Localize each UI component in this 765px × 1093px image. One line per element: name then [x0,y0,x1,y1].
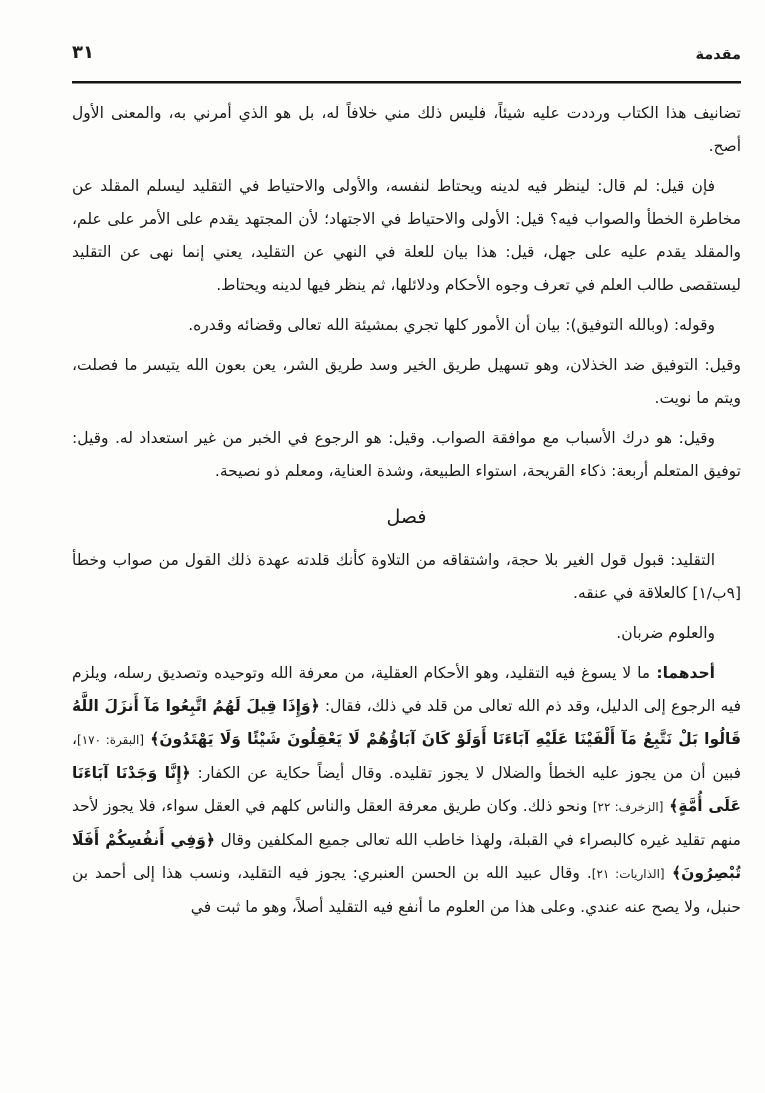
paragraph [72,657,741,924]
section-heading [72,501,741,534]
page-header [72,42,741,63]
text-run: التقليد: قبول قول الغير بلا حجة، واشتقاقه من التلاوة كأنك قلدته عهدة ذلك القول من صواب وخطأ [٩ب/١] كالعلاقة في عنقه. [72,551,741,602]
quran-verse: ﴿إِنَّا وَجَدْنَا آبَاءَنَا عَلَى أُمَّةٍ﴾ [72,764,742,815]
text-run: . وقال عبيد الله بن الحسن العنبري: يجوز فيه التقليد، ونسب هذا إلى أحمد بن حنبل، ولا يصح عنه عندي. وعلى هذا من العلوم ما أنفع فيه التقليد أصلاً، وهو ما ثبت في [72,864,741,916]
paragraph [72,309,741,342]
paragraph [72,617,741,650]
verse-citation: [الذاريات: ٢١] [591,867,665,881]
text-run: ما لا يسوغ فيه التقليد، وهو الأحكام العقلية، من معرفة الله وتوحيده وتصديق رسله، ويلزم فيه الرجوع إلى الدليل، وقد ذم الله تعالى من قلد في ذلك، فقال: [72,664,742,715]
text-run: ونحو ذلك. وكان طريق معرفة العقل والناس كلهم في العقل سواء، فلا يجوز لأحد منهم تقليد غيره كالبصراء في القبلة، ولهذا خاطب الله تعالى جميع المكلفين وقال [72,797,741,849]
paragraph [72,349,741,415]
header-rule [72,81,741,84]
text-run: تضانيف هذا الكتاب ورددت عليه شيئاً، فليس ذلك مني خلافاً له، بل هو الذي أمرني به، والمعنى الأول أصح. [72,104,741,155]
text-run: والعلوم ضربان. [616,624,715,642]
paragraph [72,97,741,163]
paragraph [72,422,741,488]
text-run: فصل [386,506,427,528]
paragraph [72,544,741,610]
text-run: وقيل: هو درك الأسباب مع موافقة الصواب. وقيل: هو الرجوع في الخبر من غير استعداد له. وقيل: توفيق المتعلم أربعة: ذكاء القريحة، استواء الطبيعة، وشدة العناية، ومعلم ذو نصيحة. [72,429,741,480]
text-run: وقوله: (وبالله التوفيق): بيان أن الأمور كلها تجري بمشيئة الله تعالى وقضائه وقدره. [188,316,715,334]
text-run: وقيل: التوفيق ضد الخذلان، وهو تسهيل طريق الخير وسد طريق الشر، يعن بعون الله يتيسر ما فصلت، ويتم ما نويت. [72,356,741,407]
bold-run: أحدهما: [650,664,715,682]
text-run: ، فبين أن من يجوز عليه الخطأ والضلال لا يجوز تقليده. وقال أيضاً حكاية عن الكفار: [72,730,742,782]
section-title: مقدمة [695,47,741,63]
page-number: ٣١ [72,42,94,63]
verse-citation: [البقرة: ١٧٠] [77,733,145,747]
text-run: فإن قيل: لم قال: لينظر فيه لدينه ويحتاط لنفسه، والأولى والاحتياط في التقليد ليسلم المقلد عن مخاطرة الخطأ والصواب فيه؟ قيل: الأولى والاحتياط في الاجتهاد؛ لأن المجتهد يقدم على الأمر على علم، والمقلد يقدم عليه على جهل، قيل: هذا بيان للعلة في النهي عن التقليد، يعني إنما نهى عن التقليد ليستقصى طالب العلم في تعرف وجوه الأحكام ودلائلها، ثم ينظر فيها لدينه ويحتاط. [72,177,741,294]
page-body [72,97,741,1073]
quran-verse: ﴿وَفِي أَنفُسِكُمْ أَفَلَا تُبْصِرُونَ﴾ [72,831,742,882]
paragraph [72,170,741,302]
verse-citation: [الزخرف: ٢٢] [592,800,664,814]
quran-verse: ﴿وَإِذَا قِيلَ لَهُمُ اتَّبِعُوا مَآ أَنزَلَ اللَّهُ قَالُوا بَلْ نَتَّبِعُ مَآ أَلْفَيْنَا عَلَيْهِ آبَاءَنَا أَوَلَوْ كَانَ آبَاؤُهُمْ لَا يَعْقِلُونَ شَيْئًا وَلَا يَهْتَدُونَ﴾ [72,697,741,748]
